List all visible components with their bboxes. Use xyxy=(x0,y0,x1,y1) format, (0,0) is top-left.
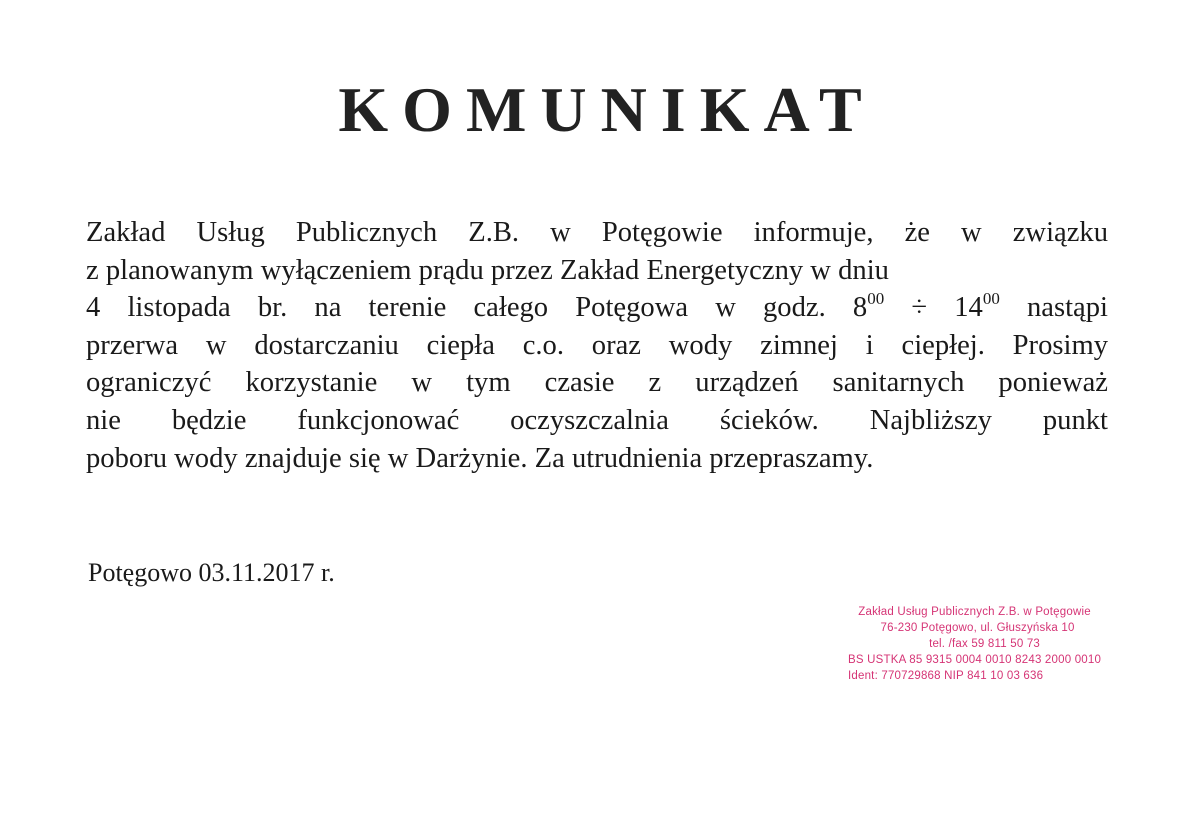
stamp-line-3: tel. /fax 59 811 50 73 xyxy=(929,638,1041,650)
body-line-3-part-c: nastąpi xyxy=(999,292,1108,324)
date-line: Potęgowo 03.11.2017 r. xyxy=(88,558,335,587)
document-title: KOMUNIKAT xyxy=(338,74,876,145)
time-start-superscript: 00 xyxy=(867,289,885,309)
stamp-line-5: Ident: 770729868 NIP 841 10 03 636 xyxy=(848,670,1044,682)
body-line-3-part-a: 4 listopada br. na terenie całego Potęgowa w godz. 8 xyxy=(86,292,868,324)
body-line-3-part-b: ÷ 14 xyxy=(884,292,983,324)
body-line-4: przerwa w dostarczaniu ciepła c.o. oraz wody zimnej i ciepłej. Prosimy xyxy=(86,329,1108,361)
body-line-6: nie będzie funkcjonować oczyszczalnia ścieków. Najbliższy punkt xyxy=(86,404,1108,436)
stamp-line-2: 76-230 Potęgowo, ul. Głuszyńska 10 xyxy=(880,622,1075,634)
body-line-5: ograniczyć korzystanie w tym czasie z urządzeń sanitarnych ponieważ xyxy=(86,367,1108,399)
stamp-line-4: BS USTKA 85 9315 0004 0010 8243 2000 0010 xyxy=(848,654,1102,666)
body-line-7: poboru wody znajduje się w Darżynie. Za utrudnienia przepraszamy. xyxy=(86,442,874,474)
body-line-3 xyxy=(86,289,1108,327)
stamp-line-1: Zakład Usług Publicznych Z.B. w Potęgowie xyxy=(858,606,1091,618)
announcement-body xyxy=(86,214,1108,477)
company-stamp xyxy=(848,604,1101,684)
time-end-superscript: 00 xyxy=(982,289,1000,309)
body-line-2: z planowanym wyłączeniem prądu przez Zakład Energetyczny w dniu xyxy=(86,254,889,286)
body-line-1: Zakład Usług Publicznych Z.B. w Potęgowie informuje, że w związku xyxy=(86,217,1108,248)
